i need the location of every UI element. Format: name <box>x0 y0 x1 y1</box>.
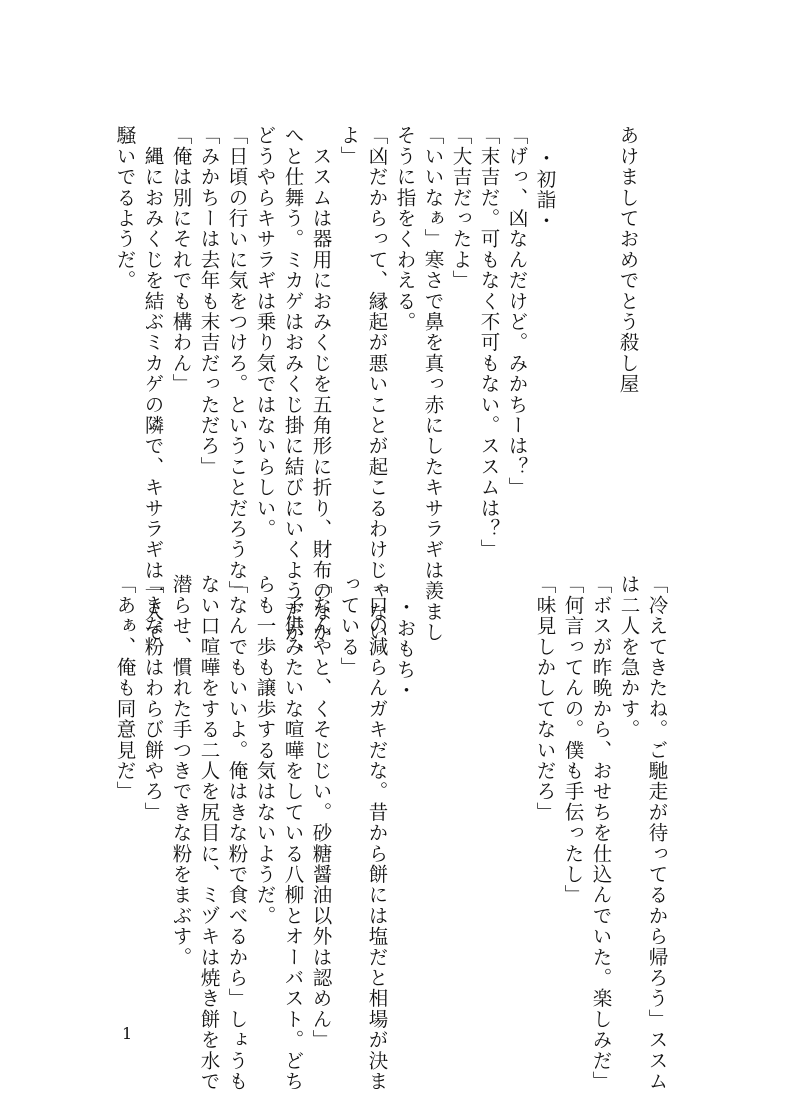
text-line: 潜らせ、慣れた手つきできな粉をまぶす。 <box>169 574 193 968</box>
text-line: 「日頃の行いに気をつけろ。ということだろうな」 <box>225 125 249 602</box>
text-line: 「何言ってんの。僕も手伝ったし」 <box>561 574 585 906</box>
text-line: 「なんでもいいよ。俺はきな粉で食べるから」しょうも <box>225 574 249 1092</box>
text-line: そうに指をくわえる。 <box>393 125 417 332</box>
text-line: 「げっ、凶なんだけど。みかちーは？」 <box>505 125 529 498</box>
text-line: へと仕舞う。ミカゲはおみくじ掛に結びにいくようだが、 <box>281 125 305 664</box>
text-line: 「俺は別にそれでも構わん」 <box>169 125 193 395</box>
text-line: どうやらキサラギは乗り気ではないらしい。 <box>253 125 277 539</box>
text-line: っている」 <box>337 574 361 678</box>
text-line: 「あぁ、俺も同意見だ」 <box>113 574 137 802</box>
text-line: ・初詣・ <box>533 148 557 231</box>
text-line: ・おもち・ <box>393 597 417 701</box>
text-line: 「みかちーは去年も末吉だっただろ」 <box>197 125 221 477</box>
text-line: 「いいなぁ」寒さで鼻を真っ赤にしたキサラギは羨まし <box>421 125 445 643</box>
text-line: 「ボスが昨晩から、おせちを仕込んでいた。楽しみだ」 <box>589 574 613 1092</box>
text-line: よ」 <box>337 125 361 167</box>
text-line: 「凶だからって、縁起が悪いことが起こるわけじゃない <box>365 125 389 643</box>
page-number: 1 <box>122 1024 133 1043</box>
text-line: 騒いでるようだ。 <box>113 125 137 291</box>
text-line: は二人を急かす。 <box>617 574 641 740</box>
text-line: 「口の減らんガキだな。昔から餅には塩だと相場が決ま <box>365 574 389 1092</box>
text-line: 「きな粉はわらび餅やろ」 <box>141 574 165 823</box>
text-line: 「大吉だったよ」 <box>449 125 473 291</box>
page-title: あけましておめでとう殺し屋 <box>616 125 640 395</box>
text-line: ない口喧嘩をする二人を尻目に、ミヅキは焼き餅を水で <box>197 574 221 1092</box>
text-line: 「なんやと、くそじじい。砂糖醤油以外は認めん」 <box>309 574 333 1051</box>
text-line: らも一歩も譲歩する気はないようだ。 <box>253 574 277 926</box>
text-line: 「冷えてきたね。ご馳走が待ってるから帰ろう」ススム <box>645 574 669 1092</box>
text-line: ススムは器用におみくじを五角形に折り、財布のなか <box>309 125 333 643</box>
text-line: 子供みたいな喧嘩をしている八柳とオーバスト。どち <box>281 574 305 1092</box>
text-line: 縄におみくじを結ぶミカゲの隣で、キサラギは一人で <box>141 125 165 643</box>
text-line: 「末吉だ。可もなく不可もない。ススムは？」 <box>477 125 501 560</box>
text-line: 「味見しかしてないだろ」 <box>533 574 557 823</box>
